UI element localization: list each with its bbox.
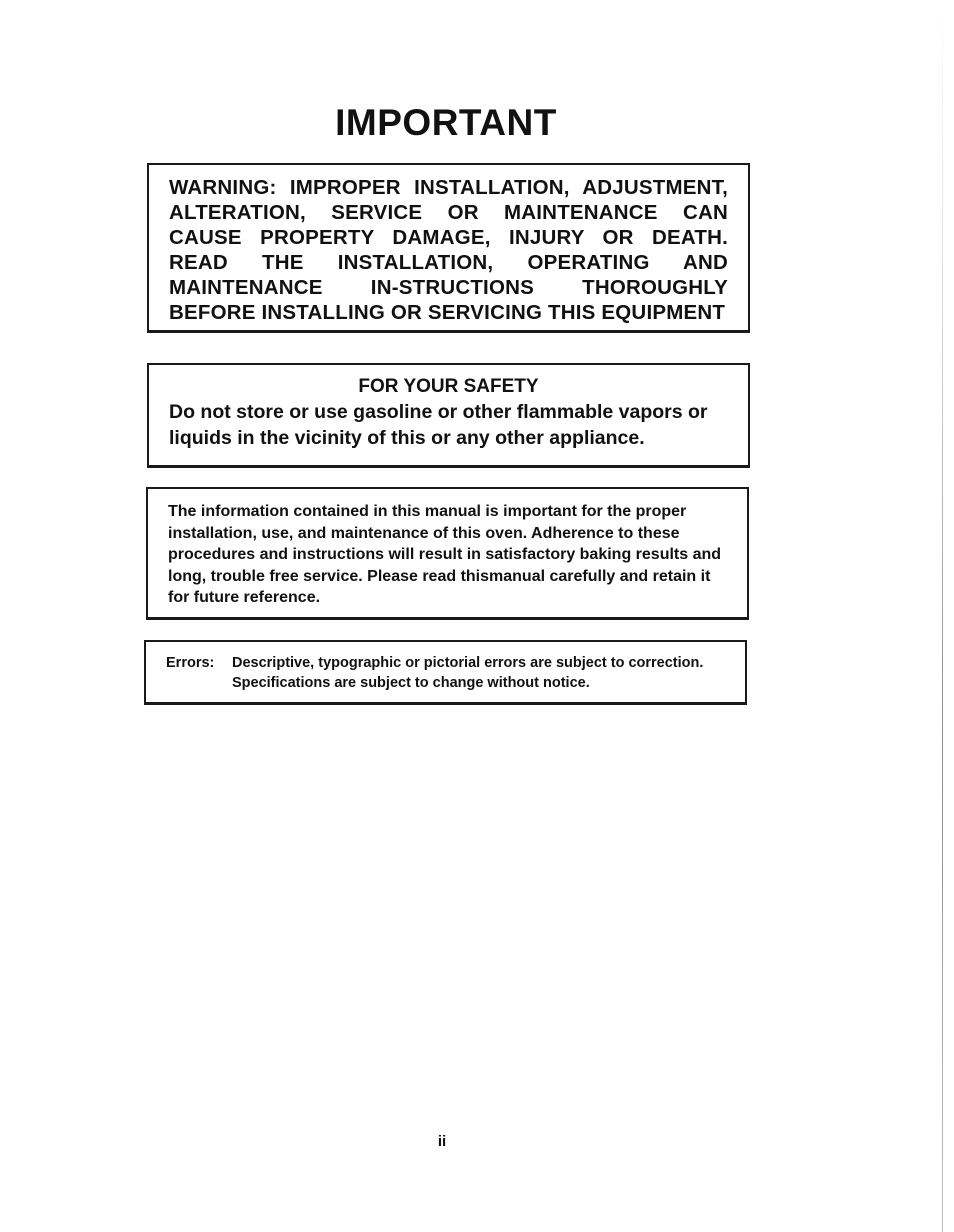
errors-label: Errors: — [166, 655, 215, 671]
safety-text: Do not store or use gasoline or other flammable vapors or liquids in the vicinity of this or any other appliance. — [169, 401, 708, 449]
safety-heading: FOR YOUR SAFETY — [358, 376, 539, 397]
errors-row — [166, 653, 725, 693]
warning-text: WARNING: IMPROPER INSTALLATION, ADJUSTMENT, ALTERATION, SERVICE OR MAINTENANCE CAN CAUSE PROPERTY DAMAGE, INJURY OR DEATH. READ THE INSTALLATION, OPERATING AND MAINTENANCE IN-STRUCTIONS THOROUGHLY BEFORE INSTALLING OR SERVICING THIS EQUIPMENT — [169, 176, 728, 324]
page-title: IMPORTANT — [335, 102, 557, 143]
info-box — [146, 487, 749, 620]
safety-box — [147, 363, 750, 468]
errors-text: Descriptive, typographic or pictorial errors are subject to correction. Specifications are subject to change without notice. — [232, 655, 704, 691]
info-text: The information contained in this manual is important for the proper installation, use, and maintenance of this oven. Adherence to these procedures and instructions will result in satisfactory baking results and long, trouble free service. Please read thismanual carefully and retain it for future reference. — [168, 503, 722, 606]
page-number: ii — [437, 1133, 447, 1150]
errors-box — [144, 640, 747, 705]
warning-box — [147, 163, 750, 333]
scan-edge-line — [942, 0, 943, 1232]
